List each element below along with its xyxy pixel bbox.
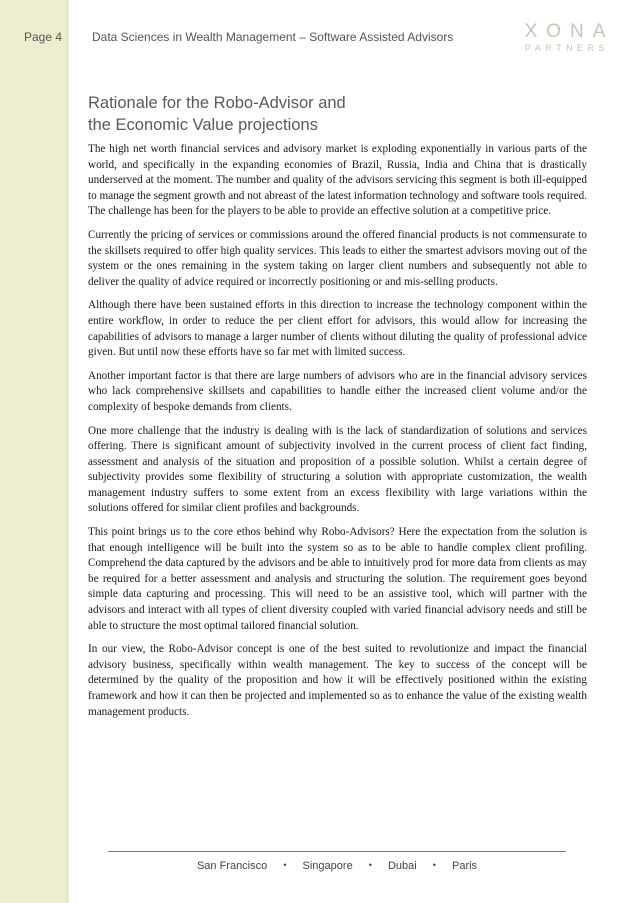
paragraph: The high net worth financial services and advisory market is exploding exponentially in various parts of the world, and specifically in the expanding economies of Brazil, Russia, India and China that is drastically underserved at the moment. The number and quality of the advisors servicing this segment is both ill-equipped to manage the segment growth and not abreast of the latest information technology and software tools required. The challenge has been for the players to be able to provide an effective solution at a competitive price. — [88, 143, 587, 218]
footer-divider — [108, 851, 566, 852]
xona-partners-logo — [510, 22, 620, 54]
left-margin-band — [0, 0, 69, 903]
logo-wordmark: XONA — [524, 21, 615, 42]
paragraph: One more challenge that the industry is dealing with is the lack of standardization of solutions and services offering. There is significant amount of subjectivity involved in the current process of client fact finding, assessment and analysis of the situation and proposition of a possible solution. Whilst a certain degree of subjectivity provides some flexibility of structuring a solution with appropriate customization, the wealth management industry suffers to some extent from an excess flexibility with large variations within the solutions offered for similar client profiles and backgrounds. — [88, 424, 587, 515]
paragraph: Although there have been sustained efforts in this direction to increase the technology component within the entire workflow, in order to reduce the per client effort for advisors, this would allow for increasing the capabilities of advisors to manage a larger number of clients without diluting the quality of professional advice given. But until now these efforts have so far met with limited success. — [88, 299, 587, 359]
paragraph: In our view, the Robo-Advisor concept is one of the best suited to revolutionize and impact the financial advisory business, specifically within wealth management. The key to success of the concept will be determined by the quality of the proposition and how it will be effectively positioned within the existing framework and how it can then be projected and implemented so as to enhance the value of the existing wealth management products. — [88, 643, 587, 718]
footer-separator: • — [432, 860, 436, 870]
footer-city: Paris — [452, 860, 478, 872]
section-heading-line-2: the Economic Value projections — [88, 116, 318, 134]
logo-subtitle: PARTNERS — [524, 43, 610, 53]
paragraph: Another important factor is that there are large numbers of advisors who are in the financial advisory services who lack comprehensive skillsets and capabilities to handle either the increased client volume and/or the complexity of bespoke demands from clients. — [88, 369, 587, 413]
footer-locations — [108, 860, 566, 872]
footer-separator: • — [283, 860, 287, 870]
footer-city: Singapore — [302, 860, 353, 872]
section-heading — [88, 92, 588, 136]
body-text — [88, 142, 587, 728]
footer-city: Dubai — [387, 860, 417, 872]
page-number: Page 4 — [24, 30, 63, 44]
footer-city: San Francisco — [196, 860, 268, 872]
paragraph: Currently the pricing of services or commissions around the offered financial products is not commensurate to the skillsets required to offer high quality services. This leads to either the smartest advisors moving out of the system or the ones remaining in the system taking on larger client numbers and subsequently not able to deliver the quality of advice required or incorrectly positioning or and mis-selling products. — [88, 228, 587, 288]
section-heading-line-1: Rationale for the Robo-Advisor and — [88, 94, 346, 112]
footer-separator: • — [368, 860, 372, 870]
paragraph: This point brings us to the core ethos behind why Robo-Advisors? Here the expectation from the solution is that enough intelligence will be built into the system so as to be able to handle complex client profiling. Comprehend the data captured by the advisors and be able to intuitively prod for more data from clients as may be required for a better assessment and analysis and structuring the solution. The requirement goes beyond simple data capturing and processing. This will need to be an assistive tool, which will partner with the advisors and interact with all types of client diversity coupled with varied financial advisory needs and still be able to structure the most optimal tailored financial solution. — [88, 526, 587, 632]
document-header-title: Data Sciences in Wealth Management – Software Assisted Advisors — [92, 30, 454, 44]
